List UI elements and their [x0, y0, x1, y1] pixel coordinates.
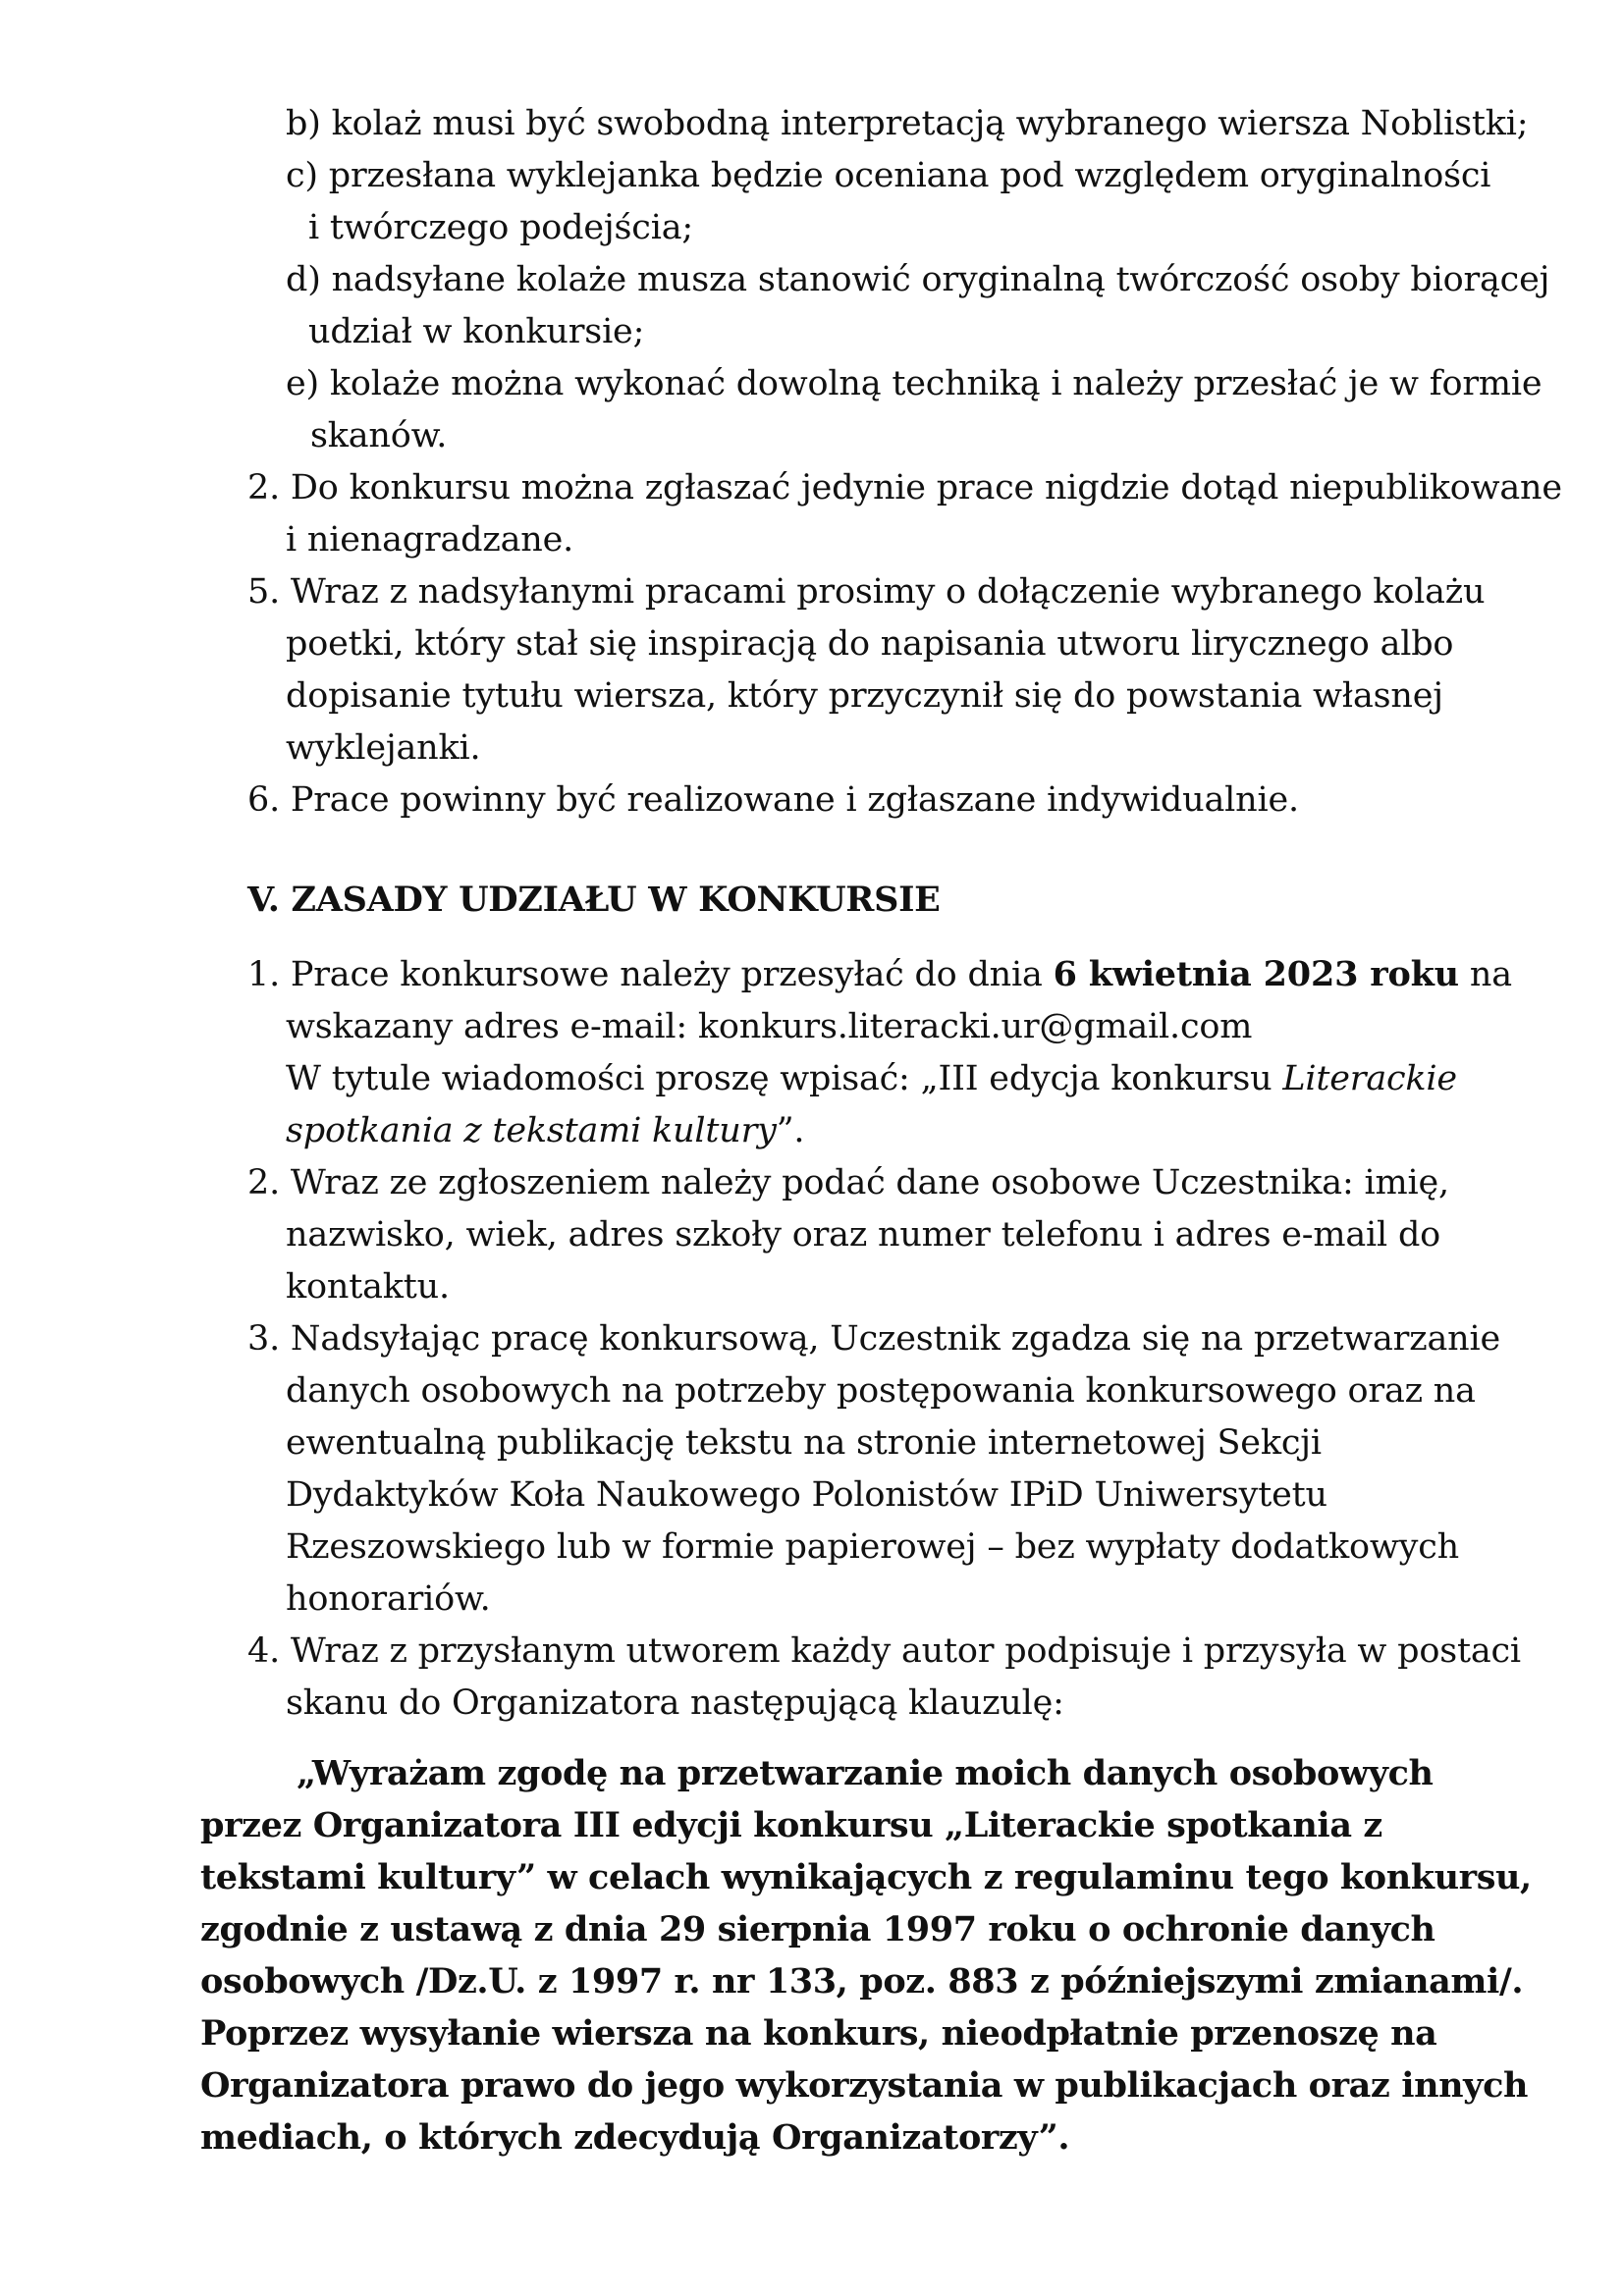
list-item-5: 5. Wraz z nadsyłanymi pracami prosimy o dołączenie wybranego kolażu [247, 572, 1486, 612]
list-item-5-cont-2: dopisanie tytułu wiersza, który przyczynił się do powstania własnej [286, 676, 1443, 716]
clause-line-6: Poprzez wysyłanie wiersza na konkurs, nieodpłatnie przenoszę na [200, 2013, 1437, 2054]
subject-instruction: W tytule wiadomości proszę wpisać: „III edycja konkursu [286, 1059, 1283, 1098]
list-item-v3-cont-1: danych osobowych na potrzeby postępowania konkursowego oraz na [286, 1371, 1476, 1411]
clause-line-1: „Wyrażam zgodę na przetwarzanie moich danych osobowych [297, 1753, 1434, 1793]
list-item-v4-cont: skanu do Organizatora następującą klauzulę: [286, 1683, 1064, 1723]
list-item-sub-e-cont: skanów. [310, 416, 448, 455]
list-item-sub-c-cont: i twórczego podejścia; [308, 208, 693, 247]
clause-line-3: tekstami kultury” w celach wynikających z regulaminu tego konkursu, [200, 1857, 1532, 1897]
list-item-sub-d-cont: udział w konkursie; [308, 312, 645, 351]
clause-line-5: osobowych /Dz.U. z 1997 r. nr 133, poz. 883 z późniejszymi zmianami/. [200, 1961, 1524, 2002]
deadline-date: 6 kwietnia 2023 roku [1053, 954, 1459, 994]
list-item-v2-cont-1: nazwisko, wiek, adres szkoły oraz numer telefonu i adres e-mail do [286, 1215, 1441, 1255]
clause-line-4: zgodnie z ustawą z dnia 29 sierpnia 1997 roku o ochronie danych [200, 1909, 1435, 1949]
clause-line-8: mediach, o których zdecydują Organizatorzy”. [200, 2117, 1070, 2158]
list-item-v1-text-end: na [1458, 955, 1512, 994]
list-item-v2-cont-2: kontaktu. [286, 1267, 450, 1307]
list-item-v2: 2. Wraz ze zgłoszeniem należy podać dane osobowe Uczestnika: imię, [247, 1163, 1449, 1202]
email-address-line: wskazany adres e-mail: konkurs.literacki.ur@gmail.com [286, 1007, 1253, 1046]
list-item-v3-cont-4: Rzeszowskiego lub w formie papierowej – bez wypłaty dodatkowych [286, 1527, 1459, 1567]
list-item-5-cont-1: poetki, który stał się inspiracją do napisania utworu lirycznego albo [286, 624, 1454, 664]
list-item-sub-b: b) kolaż musi być swobodną interpretacją wybranego wiersza Noblistki; [286, 104, 1529, 143]
list-item-v1-subject-cont [286, 1105, 804, 1156]
list-item-2-cont: i nienagradzane. [286, 520, 574, 560]
list-item-6: 6. Prace powinny być realizowane i zgłaszane indywidualnie. [247, 780, 1299, 820]
list-item-5-cont-3: wyklejanki. [286, 728, 481, 768]
section-heading: V. ZASADY UDZIAŁU W KONKURSIE [247, 880, 941, 920]
list-item-v1-subject [286, 1053, 1457, 1104]
list-item-sub-e: e) kolaże można wykonać dowolną techniką i należy przesłać je w formie [286, 364, 1543, 403]
list-item-v1 [247, 949, 1512, 1000]
list-item-v1-text: 1. Prace konkursowe należy przesyłać do dnia [247, 955, 1054, 994]
closing-quote: ”. [776, 1111, 805, 1150]
clause-line-2: przez Organizatora III edycji konkursu „Literackie spotkania z [200, 1805, 1382, 1845]
list-item-v3: 3. Nadsyłając pracę konkursową, Uczestnik zgadza się na przetwarzanie [247, 1319, 1500, 1359]
contest-title-part: Literackie [1282, 1059, 1457, 1098]
list-item-v3-cont-2: ewentualną publikację tekstu na stronie internetowej Sekcji [286, 1423, 1322, 1463]
list-item-v3-cont-5: honorariów. [286, 1579, 491, 1619]
clause-line-7: Organizatora prawo do jego wykorzystania w publikacjach oraz innych [200, 2065, 1529, 2106]
list-item-v3-cont-3: Dydaktyków Koła Naukowego Polonistów IPiD Uniwersytetu [286, 1475, 1327, 1515]
list-item-sub-d: d) nadsyłane kolaże musza stanowić oryginalną twórczość osoby biorącej [286, 260, 1550, 299]
list-item-v4: 4. Wraz z przysłanym utworem każdy autor podpisuje i przysyła w postaci [247, 1631, 1521, 1671]
list-item-sub-c: c) przesłana wyklejanka będzie oceniana pod względem oryginalności [286, 156, 1491, 195]
contest-title-part-2: spotkania z tekstami kultury [286, 1111, 777, 1150]
list-item-2: 2. Do konkursu można zgłaszać jedynie prace nigdzie dotąd niepublikowane [247, 468, 1562, 507]
